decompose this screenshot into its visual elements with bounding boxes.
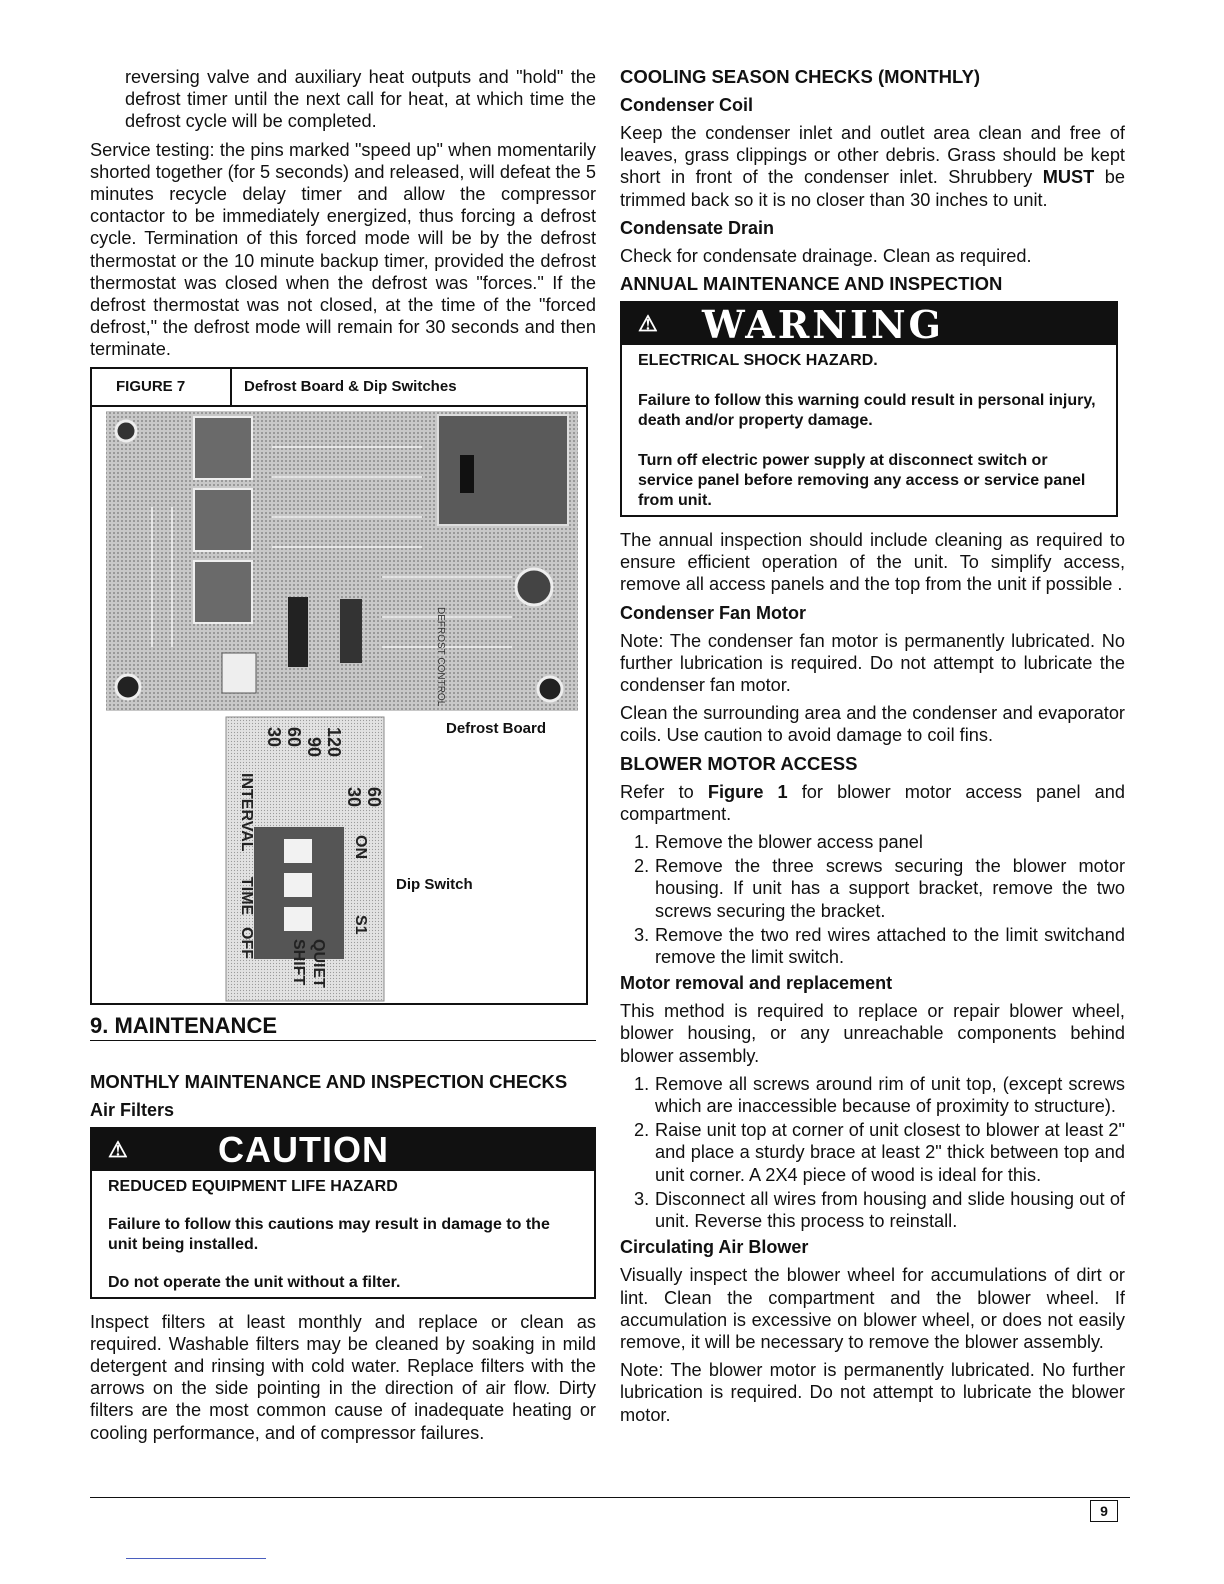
blower-paragraph — [620, 781, 1125, 825]
dip-toggle-2 — [284, 873, 312, 897]
condenser-coil-paragraph — [620, 122, 1125, 211]
step-number: 2. — [634, 856, 650, 877]
defrost-board-photo — [92, 407, 586, 1003]
condensate-paragraph: Check for condensate drainage. Clean as required. — [620, 245, 1032, 266]
warning-word: WARNING — [702, 301, 945, 347]
page-number: 9 — [1090, 1500, 1118, 1522]
step-text: Raise unit top at corner of unit closest to blower at least 2" and place a sturdy brace at least 2" thick between top and unit corner. A 2X4 piece of wood is ideal for this. — [655, 1120, 1125, 1185]
blower-motor-access-heading: BLOWER MOTOR ACCESS — [620, 752, 858, 774]
step-number: 1. — [634, 1073, 650, 1094]
condenser-fan-motor-heading: Condenser Fan Motor — [620, 602, 807, 623]
caution-line-1: Failure to follow this cautions may result in damage to the unit being installed. — [108, 1215, 550, 1253]
caution-banner — [92, 1129, 594, 1171]
figure-number: FIGURE 7 — [92, 369, 232, 405]
connector-slot — [460, 455, 474, 493]
left-column — [90, 66, 596, 1450]
dip-toggle-1 — [284, 839, 312, 863]
dip-value-60a: 60 — [284, 726, 304, 747]
label-defrost-board: Defrost Board — [446, 719, 547, 737]
dip-shift-label: SHIFT — [290, 938, 307, 985]
relay — [194, 417, 252, 479]
relay — [194, 489, 252, 551]
mount-hole — [116, 421, 136, 441]
step-number: 1. — [634, 832, 650, 853]
step-text: Remove all screws around rim of unit top, (except screws which are inaccessible because of proximity to structure). — [655, 1073, 1125, 1117]
warning-content — [622, 345, 1116, 515]
figure-1-reference: Figure 1 — [707, 781, 788, 802]
list-item — [620, 1073, 1125, 1117]
mount-hole — [116, 675, 140, 699]
footer-blue-line — [126, 1558, 266, 1559]
condenser-coil-heading: Condenser Coil — [620, 95, 754, 115]
caution-hazard: REDUCED EQUIPMENT LIFE HAZARD — [108, 1177, 398, 1195]
warning-box — [620, 301, 1118, 517]
figure-title: Defrost Board & Dip Switches — [244, 378, 457, 396]
warning-triangle-icon: ⚠ — [638, 311, 658, 337]
step-number: 3. — [634, 924, 650, 945]
dip-time-label: TIME — [238, 876, 255, 915]
figure-body — [92, 407, 586, 1003]
caution-line-2: Do not operate the unit without a filter. — [108, 1273, 401, 1291]
label-dip-switch: Dip Switch — [396, 875, 473, 893]
board-dip-switch — [222, 653, 256, 693]
warning-line-2: Turn off electric power supply at disconnect switch or service panel before removing any access or service panel from unit. — [638, 452, 1086, 510]
board-chip-label: DEFROST CONTROL — [435, 606, 446, 706]
caution-box — [90, 1127, 596, 1299]
list-item — [620, 1188, 1125, 1232]
condenser-coil-text-a: Keep the condenser inlet and outlet area clean and free of leaves, grass clippings or other debris. Grass should be kept short in front of the condenser inlet. Shrubbery — [620, 123, 1125, 188]
cooling-season-heading: COOLING SEASON CHECKS (MONTHLY) — [620, 66, 981, 87]
continued-paragraph: reversing valve and auxiliary heat outputs and "hold" the defrost timer until the next call for heat, at which time the defrost cycle will be completed. — [125, 67, 596, 132]
dip-s1-label: S1 — [352, 914, 369, 935]
mount-hole — [538, 677, 562, 701]
ic-chip — [340, 599, 362, 663]
condensate-drain-heading: Condensate Drain — [620, 217, 775, 238]
caution-content — [92, 1171, 594, 1297]
warning-line-1: Failure to follow this warning could result in personal injury, death and/or property damage. — [638, 392, 1096, 430]
dip-value-120: 120 — [324, 726, 344, 757]
figure-7 — [90, 367, 588, 1005]
dip-value-30b: 30 — [344, 786, 364, 807]
dip-quiet-label: QUIET — [310, 938, 327, 988]
fan-motor-paragraph-2: Clean the surrounding area and the condenser and evaporator coils. Use caution to avoid damage to coil fins. — [620, 703, 1125, 746]
dip-on-label: ON — [352, 834, 369, 859]
dip-value-90: 90 — [304, 736, 324, 757]
dip-off-label: OFF — [238, 926, 255, 959]
dip-toggle-3 — [284, 907, 312, 931]
figure-header — [92, 369, 586, 407]
blower-steps-list — [620, 831, 1125, 968]
warning-triangle-icon: ⚠ — [108, 1136, 128, 1162]
warning-hazard: ELECTRICAL SHOCK HAZARD. — [638, 352, 878, 370]
step-text: Disconnect all wires from housing and slide housing out of unit. Reverse this process to reinstall. — [655, 1188, 1125, 1232]
blower-text-a: Refer to — [620, 781, 708, 802]
motor-steps-list — [620, 1073, 1125, 1232]
annual-maintenance-heading: ANNUAL MAINTENANCE AND INSPECTION — [620, 273, 1003, 295]
annual-paragraph: The annual inspection should include cleaning as required to ensure efficient operation of the unit. To simplify access, remove all access panels and the top from the unit if possible . — [620, 530, 1125, 595]
condenser-coil-text-b: be trimmed back so it is no closer than 30 inches to unit. — [620, 167, 1125, 210]
circulating-air-blower-heading: Circulating Air Blower — [620, 1237, 809, 1258]
dip-interval-label: INTERVAL — [238, 772, 255, 852]
step-text: Remove the three screws securing the blower motor housing. If unit has a support bracket, remove the two screws securing the bracket. — [655, 856, 1125, 921]
circulating-paragraph-1: Visually inspect the blower wheel for accumulations of dirt or lint. Clean the compartment and the blower wheel. If accumulation is excessive on blower wheel, or does not easily remove, it will be necessary to remove the blower assembly. — [620, 1265, 1125, 1352]
condenser-coil-must: MUST — [1042, 167, 1095, 188]
list-item — [620, 855, 1125, 922]
step-text: Remove the two red wires attached to the limit switchand remove the limit switch. — [655, 924, 1125, 968]
dip-value-60b: 60 — [364, 786, 384, 807]
capacitor — [516, 569, 552, 605]
dip-value-30a: 30 — [264, 726, 284, 747]
step-text: Remove the blower access panel — [655, 832, 923, 853]
footer-rule — [90, 1497, 1130, 1498]
filters-paragraph: Inspect filters at least monthly and replace or clean as required. Washable filters may be cleaned by soaking in mild detergent and rinsing with cold water. Replace filters with the arrows on the side pointing in the direction of air flow. Dirty filters are the most common cause of inadequate heating or cooling performance, and of compressor failures. — [90, 1311, 596, 1443]
ic-chip — [288, 597, 308, 667]
blower-text-b: for blower motor access panel and compartment. — [620, 781, 1126, 824]
step-number: 2. — [634, 1120, 650, 1141]
section-title-maintenance: 9. MAINTENANCE — [90, 1013, 596, 1041]
motor-removal-heading: Motor removal and replacement — [620, 973, 893, 994]
caution-word: CAUTION — [218, 1128, 389, 1170]
circulating-paragraph-2: Note: The blower motor is permanently lubricated. No further lubrication is required. Do not attempt to lubricate the blower motor. — [620, 1360, 1125, 1425]
right-column — [620, 66, 1125, 1432]
connector-block — [438, 415, 568, 525]
warning-banner — [622, 303, 1116, 345]
monthly-maintenance-heading: MONTHLY MAINTENANCE AND INSPECTION CHECKS — [90, 1070, 568, 1092]
step-number: 3. — [634, 1188, 650, 1209]
service-testing-paragraph: Service testing: the pins marked "speed up" when momentarily shorted together (for 5 seconds) and released, will defeat the 5 minutes recycle delay timer and allow the compressor contactor to be immediately energized, thus forcing a defrost cycle. Termination of this forced mode will be by the defrost thermostat or the 10 minute backup timer, provided the defrost thermostat was closed when the defrost was "forces." If the defrost thermostat was not closed, at the time of the "forced defrost," the defrost mode will remain for 30 seconds and then terminate. — [90, 139, 596, 360]
motor-removal-paragraph: This method is required to replace or repair blower wheel, blower housing, or any unreachable components behind blower assembly. — [620, 1001, 1125, 1066]
fan-motor-paragraph-1: Note: The condenser fan motor is permanently lubricated. No further lubrication is required. Do not attempt to lubricate the condenser fan motor. — [620, 630, 1125, 696]
list-item — [620, 831, 1125, 853]
list-item — [620, 1119, 1125, 1186]
air-filters-heading: Air Filters — [90, 1099, 175, 1120]
list-item — [620, 924, 1125, 968]
relay — [194, 561, 252, 623]
